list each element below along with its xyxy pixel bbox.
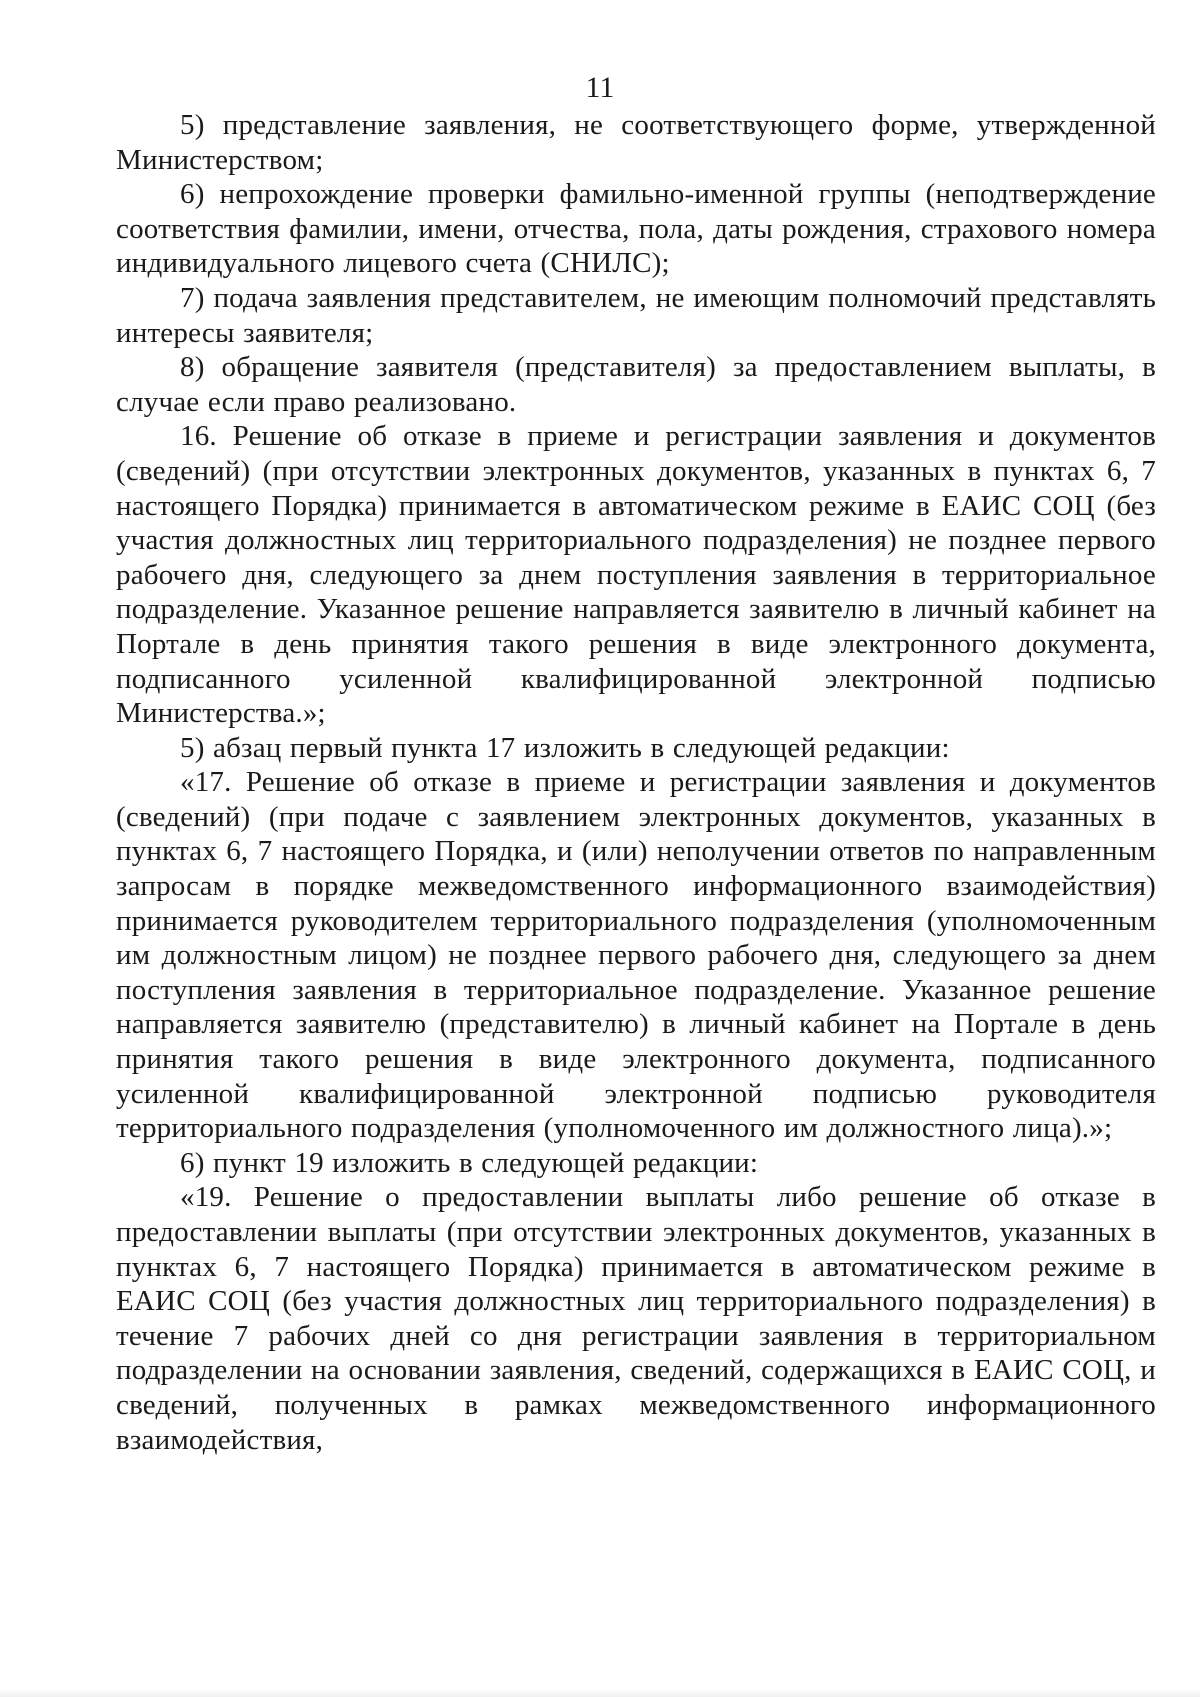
paragraph-clause-16: 16. Решение об отказе в приеме и регистрации заявления и документов (сведений) (при отсутствии электронных документов, указанных в пунктах 6, 7 настоящего Порядка) принимается в автоматическом режиме в ЕАИС СОЦ (без участия должностных лиц территориального подразделения) не позднее первого рабочего дня, следующего за днем поступления заявления в территориальное подразделение. Указанное решение направляется заявителю в личный кабинет на Портале в день принятия такого решения в виде электронного документа, подписанного усиленной квалифицированной электронной подписью Министерства.»; [116, 420, 1156, 730]
paragraph-amendment-5: 5) абзац первый пункта 17 изложить в следующей редакции: [180, 731, 950, 764]
paragraph-item-7: 7) подача заявления представителем, не имеющим полномочий представлять интересы заявителя; [116, 281, 1156, 349]
scan-edge-shadow [0, 1689, 1200, 1697]
paragraph-amendment-6: 6) пункт 19 изложить в следующей редакции: [180, 1146, 759, 1179]
paragraph-clause-19: «19. Решение о предоставлении выплаты либо решение об отказе в предоставлении выплаты (при отсутствии электронных документов, указанных в пунктах 6, 7 настоящего Порядка) принимается в автоматическом режиме в ЕАИС СОЦ (без участия должностных лиц территориального подразделения) в течение 7 рабочих дней со дня регистрации заявления в территориальном подразделении на основании заявления, сведений, содержащихся в ЕАИС СОЦ, и сведений, полученных в рамках межведомственного информационного взаимодействия, [116, 1181, 1156, 1456]
paragraph-item-8: 8) обращение заявителя (представителя) за предоставлением выплаты, в случае если право реализовано. [116, 351, 1156, 418]
document-body [116, 108, 1156, 1457]
paragraph-item-6: 6) непрохождение проверки фамильно-именной группы (неподтверждение соответствия фамилии, имени, отчества, пола, даты рождения, страхового номера индивидуального лицевого счета (СНИЛС); [116, 178, 1156, 280]
page-number: 11 [585, 71, 615, 104]
paragraph-item-5: 5) представление заявления, не соответствующего форме, утвержденной Министерством; [116, 109, 1156, 176]
paragraph-clause-17: «17. Решение об отказе в приеме и регистрации заявления и документов (сведений) (при подаче с заявлением электронных документов, указанных в пунктах 6, 7 настоящего Порядка, и (или) неполучении ответов по направленным запросам в порядке межведомственного информационного взаимодействия) принимается руководителем территориального подразделения (уполномоченным им должностным лицом) не позднее первого рабочего дня, следующего за днем поступления заявления в территориальное подразделение. Указанное решение направляется заявителю (представителю) в личный кабинет на Портале в день принятия такого решения в виде электронного документа, подписанного усиленной квалифицированной электронной подписью руководителя территориального подразделения (уполномоченного им должностного лица).»; [116, 766, 1156, 1145]
